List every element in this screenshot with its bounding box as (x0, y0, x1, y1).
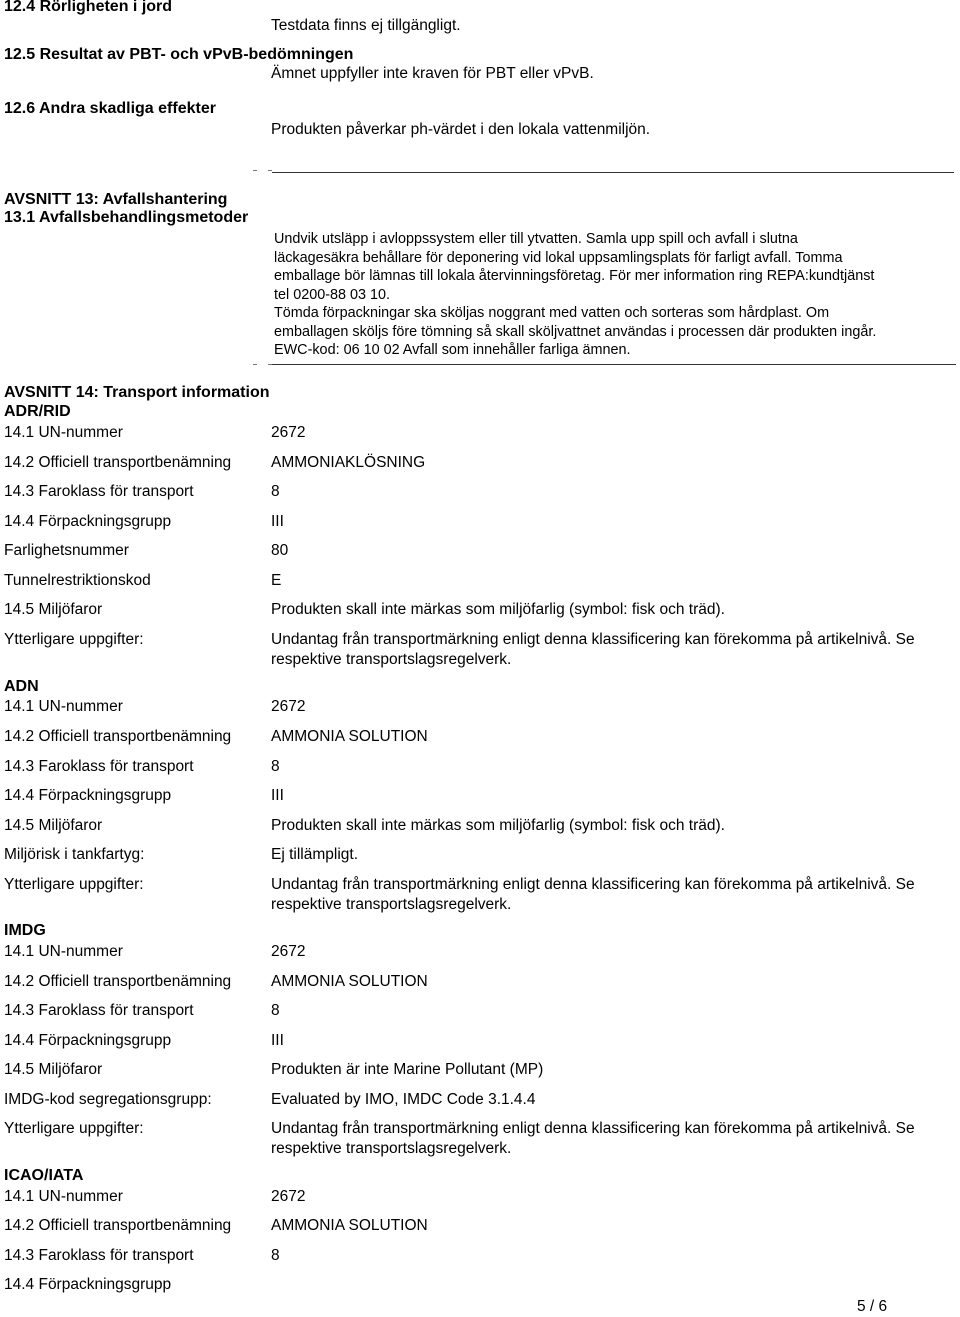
adr-env-value: Produkten skall inte märkas som miljöfarlig (symbol: fisk och träd). (271, 601, 725, 618)
imdg-pg-value: III (271, 1032, 284, 1049)
imdg-env-label: 14.5 Miljöfaror (4, 1061, 103, 1078)
waste-text-line: emballagen sköljs före tömning så skall sköljvattnet användas i processen där produkten ingår. (274, 323, 877, 340)
icao-un-label: 14.1 UN-nummer (4, 1188, 123, 1205)
adr-pg-value: III (271, 513, 284, 530)
waste-text-line: tel 0200-88 03 10. (274, 286, 391, 303)
value-12-4: Testdata finns ej tillgängligt. (271, 17, 461, 34)
adr-rid-title: ADR/RID (4, 403, 71, 420)
heading-12-5: 12.5 Resultat av PBT- och vPvB-bedömningen (4, 46, 354, 63)
value-12-6: Produkten påverkar ph-värdet i den lokala vattenmiljön. (271, 121, 651, 138)
imdg-title: IMDG (4, 922, 46, 939)
adn-pg-label: 14.4 Förpackningsgrupp (4, 787, 172, 804)
adn-un-label: 14.1 UN-nummer (4, 698, 123, 715)
icao-class-label: 14.3 Faroklass för transport (4, 1247, 194, 1264)
icao-iata-title: ICAO/IATA (4, 1167, 84, 1184)
adn-env-value: Produkten skall inte märkas som miljöfarlig (symbol: fisk och träd). (271, 817, 725, 834)
extra-line: Undantag från transportmärkning enligt denna klassificering kan förekomma på artikelnivå. Se (271, 1120, 915, 1137)
heading-12-6: 12.6 Andra skadliga effekter (4, 100, 216, 117)
extra-line: respektive transportslagsregelverk. (271, 896, 512, 913)
adn-name-label: 14.2 Officiell transportbenämning (4, 728, 232, 745)
imdg-pg-label: 14.4 Förpackningsgrupp (4, 1032, 172, 1049)
adn-tank-value: Ej tillämpligt. (271, 846, 358, 863)
adr-tunnel-label: Tunnelrestriktionskod (4, 572, 151, 589)
extra-line: Undantag från transportmärkning enligt denna klassificering kan förekomma på artikelnivå. Se (271, 876, 915, 893)
adr-class-value: 8 (271, 483, 280, 500)
adn-pg-value: III (271, 787, 284, 804)
adr-hazard-label: Farlighetsnummer (4, 542, 129, 559)
adr-env-label: 14.5 Miljöfaror (4, 601, 103, 618)
imdg-extra-label: Ytterligare uppgifter: (4, 1120, 144, 1137)
icao-class-value: 8 (271, 1247, 280, 1264)
imdg-un-label: 14.1 UN-nummer (4, 943, 123, 960)
adr-class-label: 14.3 Faroklass för transport (4, 483, 194, 500)
icao-name-label: 14.2 Officiell transportbenämning (4, 1217, 232, 1234)
icao-pg-label: 14.4 Förpackningsgrupp (4, 1276, 172, 1293)
adr-pg-label: 14.4 Förpackningsgrupp (4, 513, 172, 530)
imdg-un-value: 2672 (271, 943, 306, 960)
adr-name-label: 14.2 Officiell transportbenämning (4, 454, 232, 471)
imdg-env-value: Produkten är inte Marine Pollutant (MP) (271, 1061, 544, 1078)
adn-tank-label: Miljörisk i tankfartyg: (4, 846, 145, 863)
extra-line: respektive transportslagsregelverk. (271, 651, 512, 668)
icao-un-value: 2672 (271, 1188, 306, 1205)
waste-text-line: EWC-kod: 06 10 02 Avfall som innehåller farliga ämnen. (274, 342, 631, 358)
adr-extra-value (271, 630, 957, 670)
imdg-class-value: 8 (271, 1002, 280, 1019)
adr-extra-label: Ytterligare uppgifter: (4, 631, 144, 648)
rule-tick (253, 170, 257, 171)
extra-line: respektive transportslagsregelverk. (271, 1140, 512, 1157)
imdg-name-value: AMMONIA SOLUTION (271, 973, 428, 990)
adn-extra-label: Ytterligare uppgifter: (4, 876, 144, 893)
waste-treatment-text (274, 230, 958, 360)
adn-class-value: 8 (271, 758, 280, 775)
adn-class-label: 14.3 Faroklass för transport (4, 758, 194, 775)
waste-text-line: Undvik utsläpp i avloppssystem eller till ytvatten. Samla upp spill och avfall i slutna (274, 231, 798, 247)
heading-12-4: 12.4 Rörligheten i jord (4, 0, 173, 15)
imdg-name-label: 14.2 Officiell transportbenämning (4, 973, 232, 990)
adn-env-label: 14.5 Miljöfaror (4, 817, 103, 834)
section-13-title: AVSNITT 13: Avfallshantering (4, 191, 228, 208)
adn-name-value: AMMONIA SOLUTION (271, 728, 428, 745)
extra-line: Undantag från transportmärkning enligt denna klassificering kan förekomma på artikelnivå. Se (271, 631, 915, 648)
waste-text-line: Tömda förpackningar ska sköljas noggrant med vatten och sorteras som hårdplast. Om (274, 305, 830, 321)
icao-name-value: AMMONIA SOLUTION (271, 1217, 428, 1234)
section-divider (272, 364, 956, 365)
imdg-seg-value: Evaluated by IMO, IMDC Code 3.1.4.4 (271, 1091, 536, 1108)
section-14-title: AVSNITT 14: Transport information (4, 384, 270, 401)
adr-tunnel-value: E (271, 572, 282, 589)
waste-text-line: läckagesäkra behållare för deponering vid lokal uppsamlingsplats för farligt avfall. Tomma (274, 249, 843, 266)
adr-hazard-value: 80 (271, 542, 289, 559)
rule-tick (253, 364, 257, 365)
rule-tick (268, 170, 272, 171)
adr-un-label: 14.1 UN-nummer (4, 424, 123, 441)
section-divider (272, 172, 954, 173)
adn-un-value: 2672 (271, 698, 306, 715)
adn-title: ADN (4, 678, 39, 695)
page-number: 5 / 6 (857, 1298, 888, 1315)
waste-text-line: emballage bör lämnas till lokala återvinningsföretag. För mer information ring REPA:kundtjänst (274, 268, 875, 284)
imdg-extra-value (271, 1119, 957, 1159)
imdg-seg-label: IMDG-kod segregationsgrupp: (4, 1091, 212, 1108)
heading-13-1: 13.1 Avfallsbehandlingsmetoder (4, 209, 249, 226)
adr-un-value: 2672 (271, 424, 306, 441)
value-12-5: Ämnet uppfyller inte kraven för PBT eller vPvB. (271, 65, 594, 82)
adr-name-value: AMMONIAKLÖSNING (271, 454, 426, 471)
adn-extra-value (271, 875, 957, 915)
imdg-class-label: 14.3 Faroklass för transport (4, 1002, 194, 1019)
